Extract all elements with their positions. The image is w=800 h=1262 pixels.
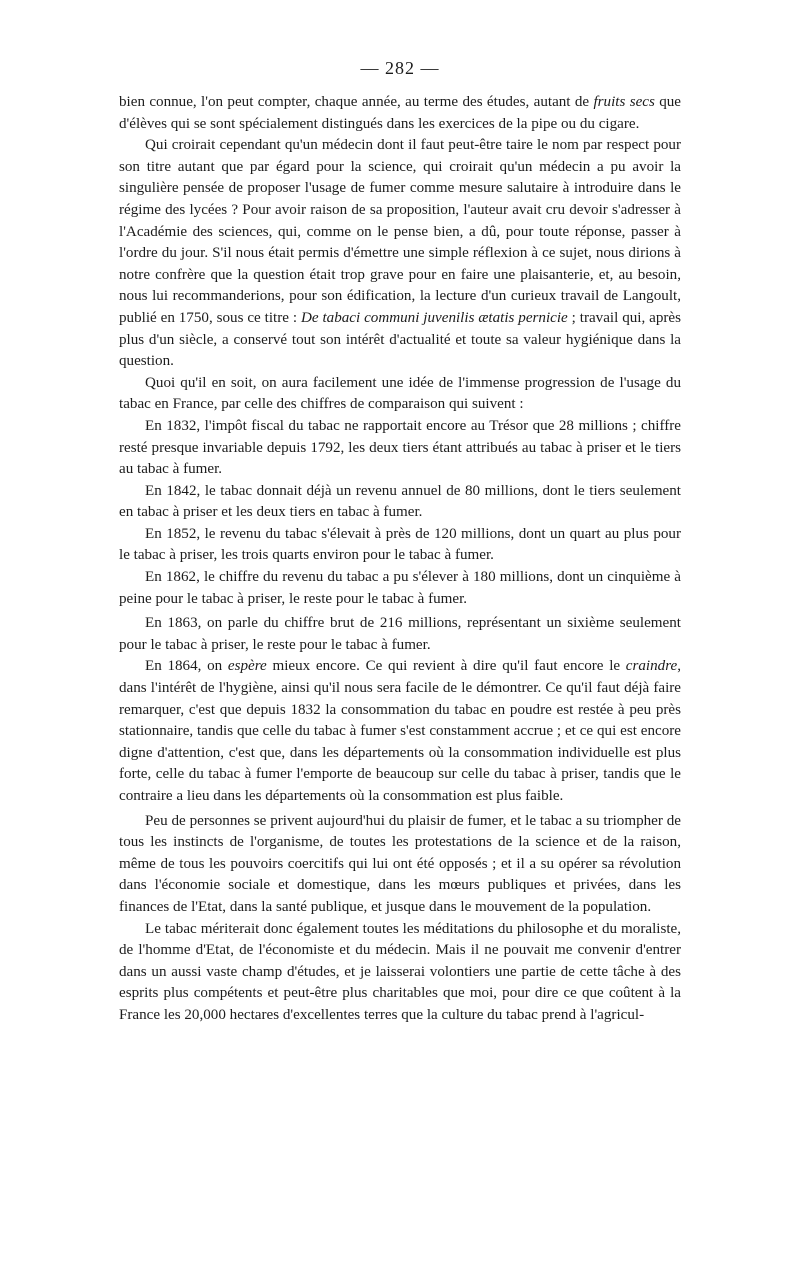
- paragraph-text: mieux encore. Ce qui revient à dire qu'il faut encore le: [266, 658, 626, 675]
- italic-text: De tabaci communi juvenilis ætatis pernicie: [300, 309, 568, 326]
- italic-text: fruits secs: [593, 94, 655, 110]
- paragraph-text: Qui croirait cependant qu'un médecin dont il faut peut-être taire le nom par respect pour son titre autant que par égard pour la science, qui croirait qu'un médecin a pu avoir la singulière pensée de proposer l'usage de fumer comme mesure salutaire à introduire dans le régime des lycées ? Pour avoir raison de sa proposition, l'auteur avait cru devoir s'adresser à l'Académie des sciences, qui, comme on le pense bien, a dû, pour toute réponse, passer à l'ordre du jour. S'il nous était permis d'émettre une simple réflexion à ce sujet, nous dirions à notre confrère que la question était trop grave pour en faire une plaisanterie, et, au besoin, nous lui recommanderions, pour son édification, la lecture d'un curieux travail de Langoult, publié en 1750, sous ce titre :: [119, 137, 681, 326]
- paragraph-text: En 1862, le chiffre du revenu du tabac a pu s'élever à 180 millions, dont un cinquième à peine pour le tabac à priser, le reste pour le tabac à fumer.: [119, 569, 681, 607]
- paragraph: [119, 481, 681, 524]
- paragraph-text: Peu de personnes se privent aujourd'hui du plaisir de fumer, et le tabac a su triompher de tous les instincts de l'organisme, de toutes les protestations de la science et de la raison, même de tous les pouvoirs coercitifs qui lui ont été opposés ; et il a su opérer sa révolution dans l'économie sociale et domestique, dans les mœurs publiques et privées, dans les finances de l'Etat, dans la santé publique, et jusque dans le mouvement de la population.: [119, 812, 681, 915]
- body-text: [119, 92, 681, 1027]
- paragraph: [119, 567, 681, 610]
- paragraph-text: En 1863, on parle du chiffre brut de 216 millions, représentant un sixième seulement pour le tabac à priser, le reste pour le tabac à fumer.: [119, 615, 681, 653]
- paragraph: [119, 919, 681, 1027]
- paragraph-text: En 1842, le tabac donnait déjà un revenu annuel de 80 millions, dont le tiers seulement en tabac à priser et les deux tiers en tabac à fumer.: [119, 482, 681, 521]
- paragraph: [119, 135, 681, 373]
- paragraph: [119, 416, 681, 481]
- italic-text: espère: [227, 658, 267, 675]
- italic-text: craindre: [625, 658, 678, 675]
- paragraph-text: En 1864, on: [145, 658, 228, 675]
- paragraph: [119, 656, 681, 807]
- paragraph-text: Quoi qu'il en soit, on aura facilement une idée de l'immense progression de l'usage du tabac en France, par celle des chiffres de comparaison qui suivent :: [119, 374, 681, 413]
- paragraph-text: , dans l'intérêt de l'hygiène, ainsi qu'il nous sera facile de le démontrer. Ce qu'il faut déjà faire remarquer, c'est que depuis 1832 la consommation du tabac en poudre est restée à peu près stationnaire, tandis que celle du tabac à fumer s'est constamment accrue ; et ce qui est encore digne d'attention, c'est que, dans les départements où la consommation individuelle est plus forte, celle du tabac à fumer l'emporte de beaucoup sur celle du tabac à priser, tandis que le contraire a lieu dans les départements où la consommation est plus faible.: [119, 658, 681, 804]
- paragraph-text: En 1832, l'impôt fiscal du tabac ne rapportait encore au Trésor que 28 millions ; chiffre resté presque invariable depuis 1792, les deux tiers étant attribués au tabac à priser et le tiers au tabac à fumer.: [119, 417, 681, 478]
- paragraph-text: Le tabac mériterait donc également toutes les méditations du philosophe et du moraliste, de l'homme d'Etat, de l'économiste et du médecin. Mais il ne pouvait me convenir d'entrer dans un aussi vaste champ d'études, et je laisserai volontiers une partie de cette tâche à des esprits plus compétents et peut-être plus charitables que moi, pour dire ce que coûtent à la France les 20,000 hectares d'excellentes terres que la culture du tabac prend à l'agricul-: [119, 920, 681, 1023]
- paragraph-text: bien connue, l'on peut compter, chaque année, au terme des études, autant de: [119, 94, 594, 110]
- paragraph: [119, 373, 681, 416]
- paragraph: [119, 524, 681, 567]
- paragraph-text: En 1852, le revenu du tabac s'élevait à près de 120 millions, dont un quart au plus pour le tabac à priser, les trois quarts environ pour le tabac à fumer.: [119, 525, 681, 564]
- paragraph: [119, 613, 681, 656]
- paragraph-text: ; travail qui, après plus d'un siècle, a conservé tout son intérêt d'actualité et toute sa valeur hygiénique dans la question.: [119, 309, 682, 370]
- page-number: — 282 —: [360, 58, 440, 78]
- paragraph-text: que d'élèves qui se sont spécialement distingués dans les exercices de la pipe ou du cigare.: [119, 94, 682, 132]
- paragraph: [119, 92, 681, 135]
- paragraph: [119, 811, 681, 919]
